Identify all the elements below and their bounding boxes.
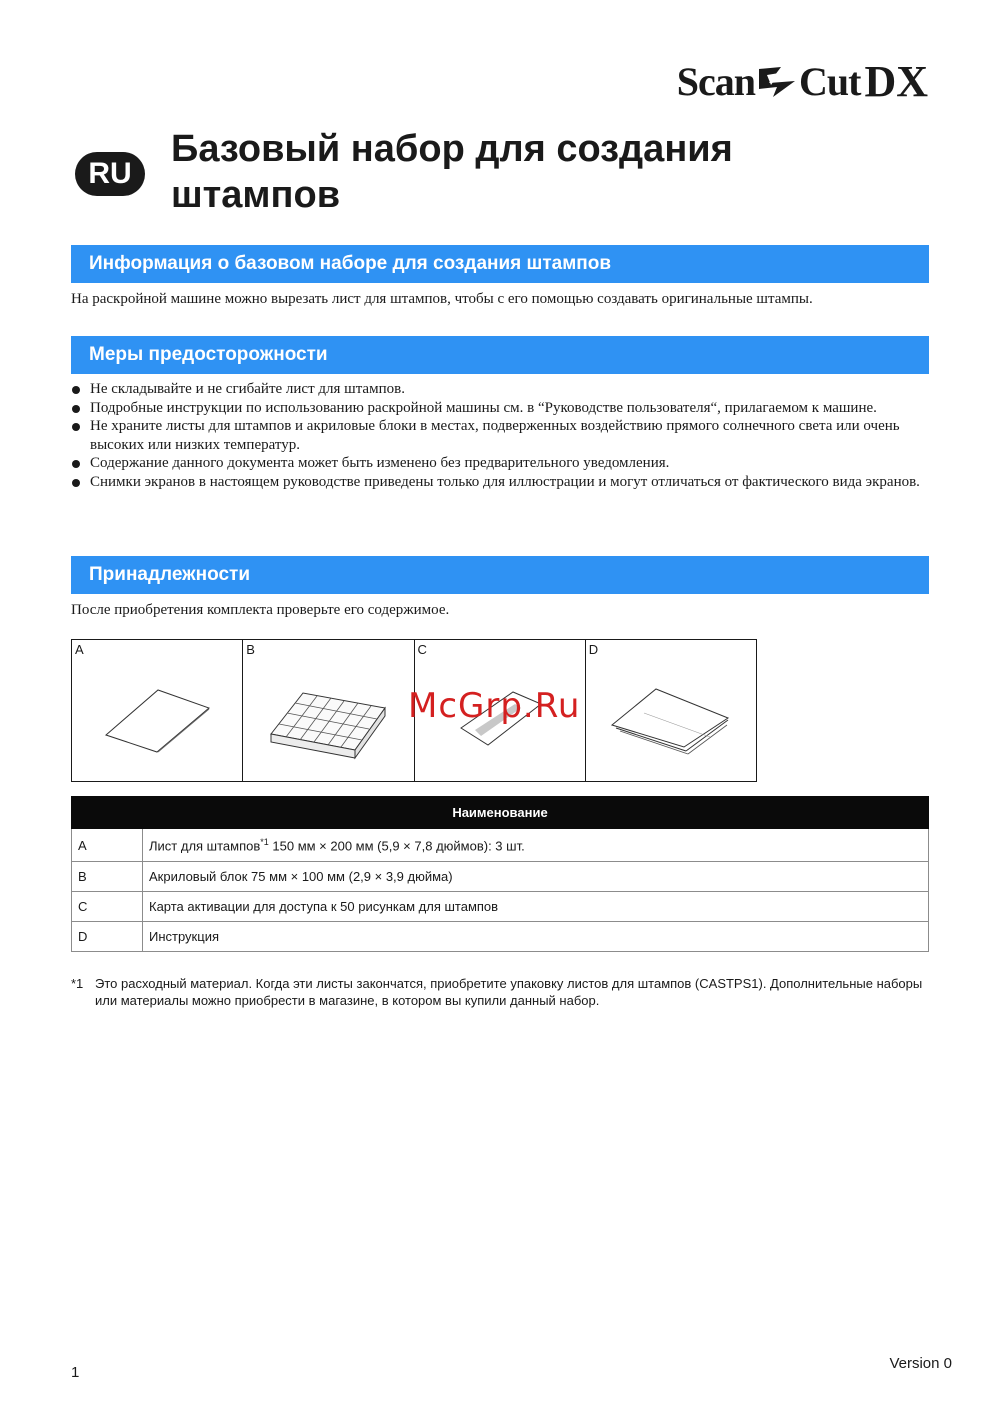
page-number: 1: [71, 1364, 80, 1381]
item-code: A: [72, 829, 143, 862]
info-paragraph: На раскройной машине можно вырезать лист для штампов, чтобы с его помощью создавать оригинальные штампы.: [71, 291, 813, 307]
table-row: [72, 892, 929, 922]
page-title: Базовый набор для создания штампов: [171, 128, 733, 216]
table-row: [72, 829, 929, 862]
watermark: McGrp.Ru: [408, 686, 581, 726]
item-name: Лист для штампов$^{*1}$ 150 мм × 200 мм (5,9 × 7,8 дюймов): 3 шт.: [143, 829, 929, 862]
acrylic-block-illustration: [243, 640, 414, 781]
footnote-text: Это расходный материал. Когда эти листы закончатся, приобретите упаковку листов для штампов (CASTPS1). Дополнительные наборы или материалы можно приобрести в магазине, в котором вы купили данный набор.: [95, 976, 923, 1008]
accessory-label: D: [588, 642, 599, 657]
item-code: D: [72, 922, 143, 952]
table-row: [72, 862, 929, 892]
precautions-list: [71, 380, 931, 491]
precaution-item: Не храните листы для штампов и акриловые блоки в местах, подверженных воздействию прямого солнечного света или очень высоких или низких температур.: [71, 417, 931, 454]
section-header-precautions: Меры предосторожности: [71, 336, 929, 374]
accessories-paragraph: После приобретения комплекта проверьте его содержимое.: [71, 602, 450, 618]
precaution-item: Снимки экранов в настоящем руководстве приведены только для иллюстрации и могут отличаться от фактического вида экранов.: [71, 473, 931, 492]
accessory-label: B: [246, 642, 255, 657]
logo-swoosh-icon: [755, 61, 799, 101]
precaution-item: Не складывайте и не сгибайте лист для штампов.: [71, 380, 931, 399]
accessory-label: A: [75, 642, 84, 657]
language-badge: RU: [75, 152, 145, 196]
logo-word-dx: DX: [864, 56, 928, 106]
footnote: [71, 975, 931, 1009]
item-name: Инструкция: [143, 922, 929, 952]
section-header-info: Информация о базовом наборе для создания штампов: [71, 245, 929, 283]
precaution-item: Содержание данного документа может быть изменено без предварительного уведомления.: [71, 454, 931, 473]
table-row: [72, 922, 929, 952]
logo-word-scan: Scan: [676, 58, 755, 104]
section-header-accessories: Принадлежности: [71, 556, 929, 594]
accessory-image-b: [243, 640, 414, 781]
stamp-sheet-illustration: [72, 640, 243, 781]
item-name: Акриловый блок 75 мм × 100 мм (2,9 × 3,9 дюйма): [143, 862, 929, 892]
accessory-image-a: [72, 640, 243, 781]
table-header: Наименование: [72, 797, 929, 829]
accessory-image-d: [586, 640, 756, 781]
manual-illustration: [586, 640, 757, 781]
accessories-table: [71, 796, 929, 952]
precaution-item: Подробные инструкции по использованию раскройной машины см. в “Руководстве пользователя“, прилагаемом к машине.: [71, 399, 931, 418]
footnote-ref[interactable]: *1: [260, 836, 269, 847]
item-code: B: [72, 862, 143, 892]
logo-word-cut: Cut: [798, 58, 861, 104]
accessory-label: C: [417, 642, 427, 657]
version-label: Version 0: [889, 1355, 952, 1372]
scancut-dx-logo: [677, 58, 928, 104]
footnote-mark: *1: [71, 976, 84, 991]
item-code: C: [72, 892, 143, 922]
item-name: Карта активации для доступа к 50 рисункам для штампов: [143, 892, 929, 922]
